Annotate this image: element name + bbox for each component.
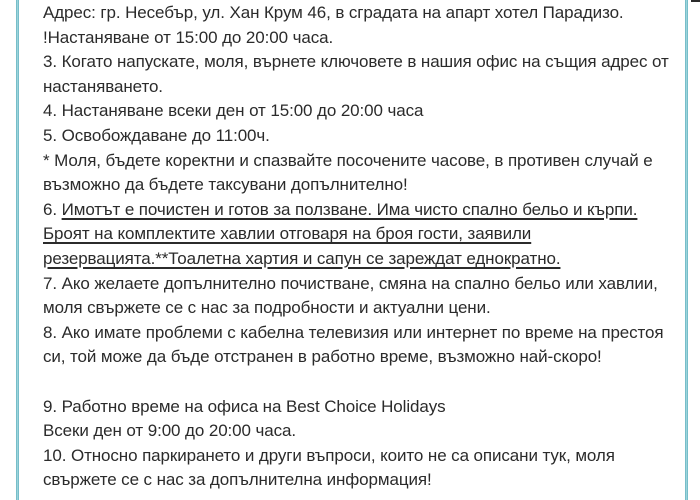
document-line xyxy=(43,321,678,346)
text-segment: моля свържете се с нас за подробности и актуални цени. xyxy=(43,298,491,318)
document-line xyxy=(43,99,678,124)
document-line xyxy=(43,1,678,26)
text-segment: Адрес: гр. Несебър, ул. Хан Крум 46, в сградата на апарт хотел Парадизо. xyxy=(43,3,624,22)
text-segment: 10. Относно паркирането и други въпроси, които не са описани тук, моля xyxy=(43,445,615,465)
text-segment: 3. Когато напускате, моля, върнете ключовете в нашия офис на същия адрес от xyxy=(43,52,669,72)
document-line xyxy=(43,222,678,247)
text-segment: 4. Настаняване всеки ден от 15:00 до 20:00 часа xyxy=(43,101,424,121)
document-text-block xyxy=(43,1,678,493)
text-segment: 9. Работно време на офиса на Best Choice Holidays xyxy=(43,396,446,416)
document-line xyxy=(43,173,678,198)
underlined-text-segment: резервацията.**Тоалетна хартия и сапун се зареждат еднократно. xyxy=(43,248,561,268)
underlined-text-segment: Броят на комплектите хавлии отговаря на броя гости, заявили xyxy=(43,224,532,244)
document-line xyxy=(43,395,678,420)
document-line xyxy=(43,444,678,469)
document-line xyxy=(43,468,678,493)
cropped-line-fragment xyxy=(691,0,700,2)
right-border-line xyxy=(685,0,688,500)
text-segment: 5. Освобождаване до 11:00ч. xyxy=(43,125,270,145)
text-segment: Всеки ден от 9:00 до 20:00 часа. xyxy=(43,421,296,441)
document-line xyxy=(43,26,678,51)
document-line xyxy=(43,124,678,149)
document-line xyxy=(43,149,678,174)
text-segment: 6. xyxy=(43,199,62,219)
text-segment: !Настаняване от 15:00 до 20:00 часа. xyxy=(43,27,334,47)
text-segment: си, той може да бъде отстранен в работно време, възможно най-скоро! xyxy=(43,347,602,367)
document-line xyxy=(43,75,678,100)
left-border-line xyxy=(16,0,19,500)
document-line xyxy=(43,247,678,272)
document-line xyxy=(43,419,678,444)
text-segment: настаняването. xyxy=(43,76,163,96)
text-segment: 7. Ако желаете допълнително почистване, смяна на спално бельо или хавлии, xyxy=(43,273,658,293)
blank-line xyxy=(43,370,678,395)
text-segment: възможно да бъдете таксувани допълнително! xyxy=(43,175,408,195)
document-line xyxy=(43,345,678,370)
text-segment: свържете се с нас за допълнителна информация! xyxy=(43,470,432,490)
document-line xyxy=(43,296,678,321)
text-segment: * Моля, бъдете коректни и спазвайте посочените часове, в противен случай е xyxy=(43,150,653,170)
document-line xyxy=(43,50,678,75)
document-line xyxy=(43,198,678,223)
document-line xyxy=(43,272,678,297)
underlined-text-segment: Имотът е почистен и готов за ползване. Има чисто спално бельо и кърпи. xyxy=(61,199,638,219)
text-segment: 8. Ако имате проблеми с кабелна телевизия или интернет по време на престоя xyxy=(43,322,664,342)
